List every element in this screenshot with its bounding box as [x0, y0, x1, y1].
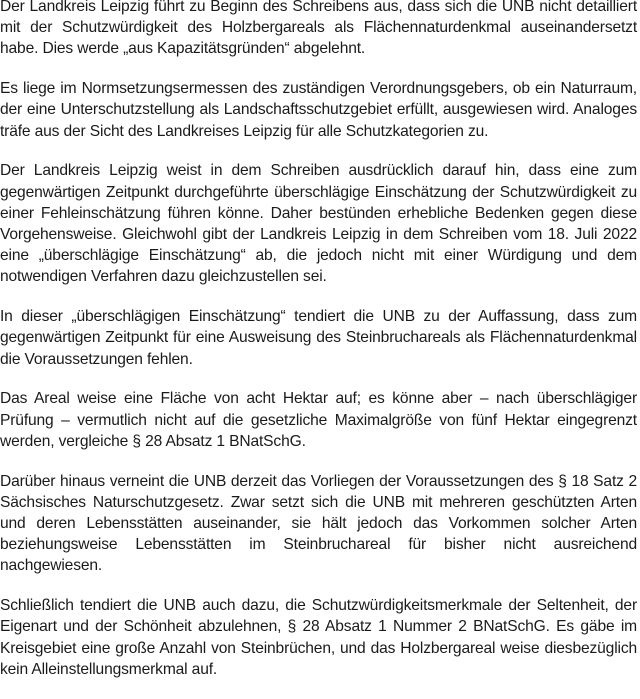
- paragraph-3: Der Landkreis Leipzig weist in dem Schreiben ausdrücklich darauf hin, dass eine zum gegenwärtigen Zeitpunkt durchgeführte überschlägige Einschätzung der Schutzwürdigkeit zu einer Fehleinschätzung führen könne. Daher bestünden erhebliche Bedenken gegen diese Vorgehensweise. Gleichwohl gibt der Landkreis Leipzig in dem Schreiben vom 18. Juli 2022 eine „überschlägige Einschätzung“ ab, die jedoch nicht mit einer Würdigung und dem notwendigen Verfahren dazu gleichzustellen sei.: [0, 162, 637, 286]
- paragraph-6: Darüber hinaus verneint die UNB derzeit das Vorliegen der Voraussetzungen des § 18 Satz 2 Sächsisches Naturschutzgesetz. Zwar setzt sich die UNB mit mehreren geschützten Arten und deren Lebensstätten auseinander, sie hält jedoch das Vorkommen solcher Arten beziehungsweise Lebensstätten im Steinbruchareal für bisher nicht ausreichend nachgewiesen.: [0, 472, 637, 575]
- paragraph-5: Das Areal weise eine Fläche von acht Hektar auf; es könne aber – nach überschlägiger Prüfung – vermutlich nicht auf die gesetzliche Maximalgröße von fünf Hektar eingegrenzt werden, vergleiche § 28 Absatz 1 BNatSchG.: [0, 390, 637, 450]
- paragraph-4: In dieser „überschlägigen Einschätzung“ tendiert die UNB zu der Auffassung, dass zum gegenwärtigen Zeitpunkt für eine Ausweisung des Steinbruchareals als Flächennaturdenkmal die Voraussetzungen fehlen.: [0, 308, 637, 368]
- paragraph-2: Es liege im Normsetzungsermessen des zuständigen Verordnungsgebers, ob ein Naturraum, der eine Unterschutzstellung als Landschaftsschutzgebiet erfüllt, ausgewiesen wird. Analoges träfe aus der Sicht des Landkreises Leipzig für alle Schutzkategorien zu.: [0, 80, 637, 140]
- paragraph-7: Schließlich tendiert die UNB auch dazu, die Schutzwürdigkeitsmerkmale der Seltenheit, der Eigenart und der Schönheit abzulehnen, § 28 Absatz 1 Nummer 2 BNatSchG. Es gäbe im Kreisgebiet eine große Anzahl von Steinbrüchen, und das Holzbergareal weise diesbezüglich kein Alleinstellungsmerkmal auf.: [0, 597, 637, 678]
- paragraph-1: Der Landkreis Leipzig führt zu Beginn des Schreibens aus, dass sich die UNB nicht detailliert mit der Schutzwürdigkeit des Holzbergareals als Flächennaturdenkmal auseinandersetzt habe. Dies werde „aus Kapazitätsgründen“ abgelehnt.: [0, 0, 637, 58]
